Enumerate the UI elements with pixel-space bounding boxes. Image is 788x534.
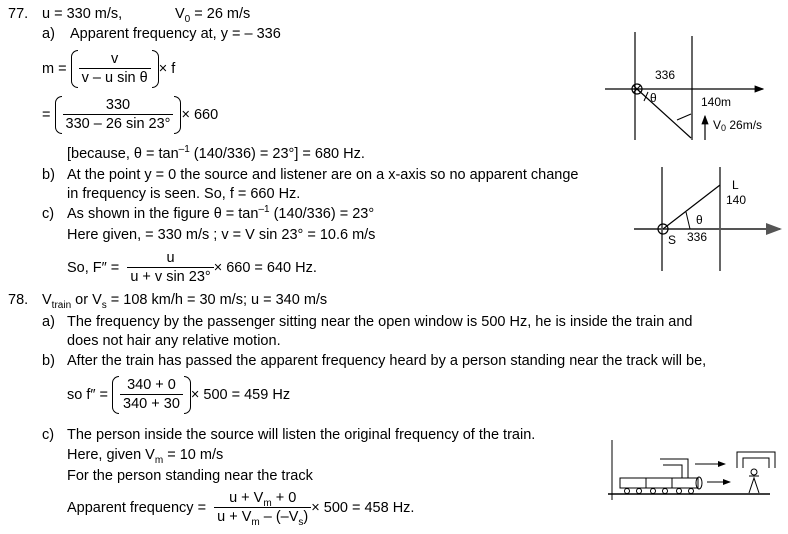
equation-substituted: = $\frac{330}{330 - 26 \sin 23^\circ}$ × 660 [42,97,219,132]
problem-77-number: 77. [8,6,29,22]
because-note: [because, $\theta = \tan^{-1} (140/336) = 23^\circ] = 680$ Hz. [67,144,365,162]
fig2-height-label: 140 [726,193,747,207]
p78-part-a-label: a) [42,314,55,330]
p78-part-b-label: b) [42,353,55,369]
equation-f-double-prime: So, F″ = $\frac{u}{\text{u + v sin 23°}}$ × 660 = 640 Hz. [67,250,317,285]
equation-apparent-frequency: Apparent frequency = $\frac{u + V_m + 0}{u + V_m - (-V_s)}$ × 500 = 458 Hz. [67,490,415,528]
part-c-line2: Here given, = 330 m/s ; v = V sin 23° = 10.6 m/s [67,227,376,243]
figure-77a-diagram [605,28,785,146]
given-u: u = 330 m/s, [42,6,123,22]
p78-part-a-line2: does not hair any relative motion. [67,333,281,349]
fig2-listener-label: L [732,178,739,192]
part-a-label: a) [42,26,55,42]
eq-lhs: m = [42,60,67,77]
fraction: $\frac{v}{\text{v – u sin θ}}$ [79,51,151,87]
part-b-line1: At the point y = 0 the source and listener are on a x-axis so no apparent change [67,167,579,183]
fig2-source-label: S [668,233,677,247]
fig1-height-label: 140m [701,95,732,109]
given-v0: $V_0 = 26$ m/s [175,6,251,25]
figure-train-diagram [600,438,780,500]
equation-m: m = $\frac{v}{\text{v – u sin θ}}$ × f [42,51,176,86]
fig1-angle-label: θ [650,91,657,105]
figure-77c-diagram [632,167,782,272]
fig1-dist-label: 336 [655,68,676,82]
problem-78-number: 78. [8,292,29,308]
p78-part-c-label: c) [42,427,55,443]
fraction: $\frac{330}{330 - 26 \sin 23^\circ}$ [63,97,174,133]
fig1-velocity-label: V0 26m/s [713,118,763,133]
part-a-text: Apparent frequency at, y = – 336 [70,26,281,42]
part-b-line2: in frequency is seen. So, f = 660 Hz. [67,186,301,202]
fig2-dist-label: 336 [687,230,708,244]
fraction: $\frac{u}{\text{u + v sin 23°}}$ [127,250,213,286]
fig2-angle-label: θ [696,213,703,227]
p78-part-c-line2: Here, given $V_m = 10$ m/s [67,447,224,466]
p78-part-a-line1: The frequency by the passenger sitting near the open window is 500 Hz, he is inside the train and [67,314,693,330]
part-c-line1: As shown in the figure $\theta = \tan^{-1} (140/336) = 23^\circ$ [67,204,375,222]
p78-part-b-line1: After the train has passed the apparent frequency heard by a person standing near the track will be, [67,353,707,369]
part-b-label: b) [42,167,55,183]
fraction: $\frac{340 + 0}{340 + 30}$ [120,377,183,413]
given-78: $V_{train}$ or $V_s = 108$ km/h = 30 m/s; u = 340 m/s [42,292,328,311]
equation-f-passed: so f″ = $\frac{340 + 0}{340 + 30}$ × 500 = 459 Hz [67,377,291,412]
p78-part-c-line3: For the person standing near the track [67,468,313,484]
part-c-label: c) [42,206,55,222]
p78-part-c-line1: The person inside the source will listen the original frequency of the train. [67,427,536,443]
fraction: $\frac{u + V_m + 0}{u + V_m - (-V_s)}$ [214,490,311,526]
